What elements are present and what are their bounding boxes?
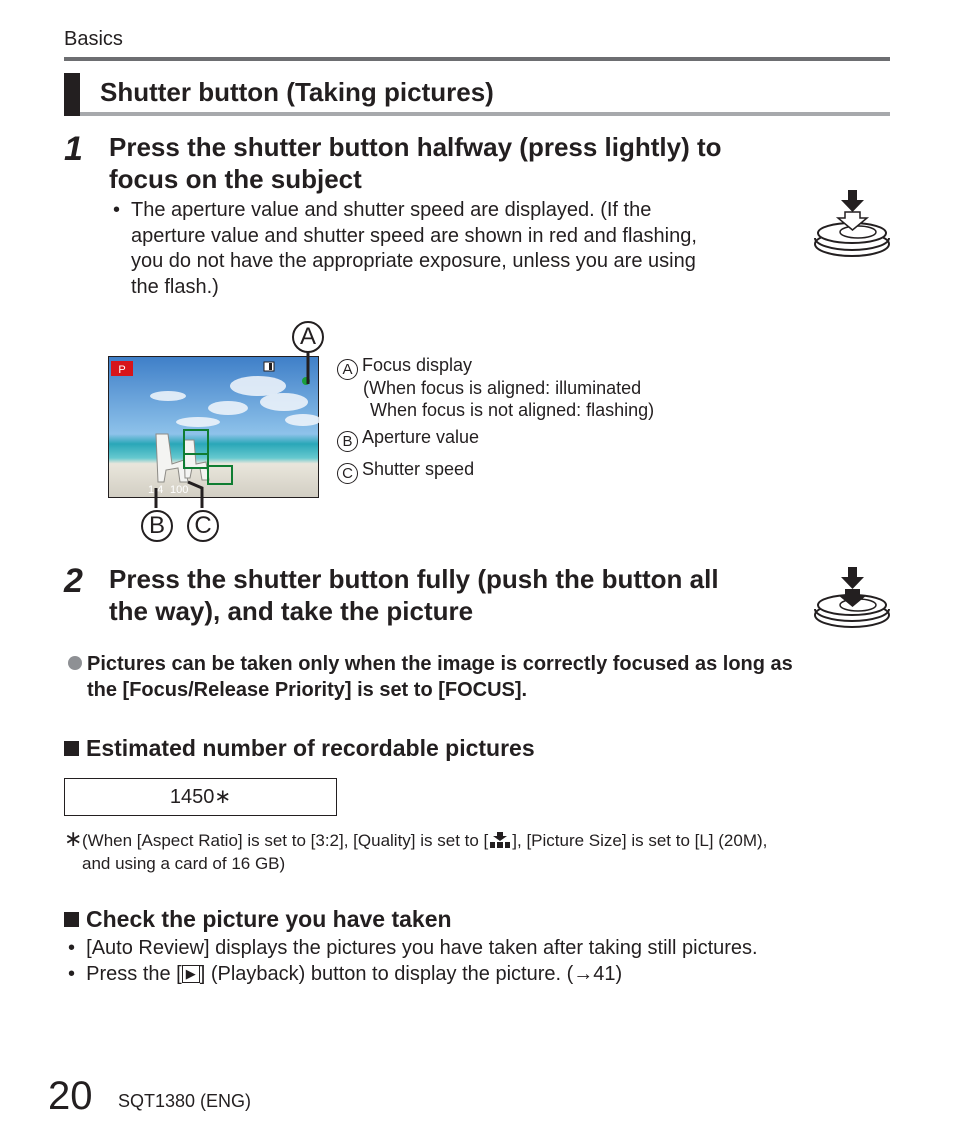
aperture-readout: 1.4	[148, 484, 164, 496]
check-heading: Check the picture you have taken	[64, 906, 452, 933]
page-number: 20	[48, 1074, 93, 1118]
step-1-bullet-text: The aperture value and shutter speed are displayed. (If the aperture value and shutter speed are shown in red and flashing, you do not have the appropriate exposure, unless you are using the flash.)	[131, 199, 697, 298]
mode-text: P	[118, 364, 126, 376]
document-code: SQT1380 (ENG)	[118, 1091, 252, 1111]
check-item-auto-review: • [Auto Review] displays the pictures you have taken after taking still pictures.	[68, 937, 758, 959]
heading-rule	[80, 112, 890, 116]
legend-b-marker: B	[337, 431, 358, 452]
step-1-bullet-mark: •	[113, 199, 121, 221]
focus-priority-note: Pictures can be taken only when the image is correctly focused as long as the [Focus/Release Priority] is set to [FOCUS].	[68, 652, 793, 703]
callout-leaders	[140, 340, 320, 520]
callout-b-marker: B	[141, 510, 173, 542]
section-label: Basics	[64, 28, 123, 50]
shutter-readout: 100	[170, 484, 189, 496]
step-1-number: 1	[64, 130, 83, 168]
square-bullet-icon	[64, 912, 79, 927]
square-bullet-icon	[64, 741, 79, 756]
recordable-count-box: 1450∗	[64, 778, 337, 816]
legend-c-marker: C	[337, 463, 358, 484]
legend-a-marker: A	[337, 359, 358, 380]
legend-focus-sub2: When focus is not aligned: flashing)	[370, 400, 655, 420]
legend-focus-display: A Focus display	[337, 354, 472, 380]
callout-a-marker: A	[292, 321, 324, 353]
footnote-mark: ∗	[64, 826, 83, 851]
shutter-full-press-icon	[812, 565, 894, 631]
page-title: Shutter button (Taking pictures)	[100, 77, 494, 107]
legend-aperture: B Aperture value	[337, 426, 479, 452]
heading-bar	[64, 73, 80, 116]
quality-fine-icon	[488, 830, 512, 850]
shutter-half-press-icon	[812, 188, 894, 260]
legend-shutter: C Shutter speed	[337, 458, 474, 484]
playback-icon: ▶	[182, 965, 200, 983]
top-rule	[64, 57, 890, 61]
estimated-heading: Estimated number of recordable pictures	[64, 735, 535, 762]
note-bullet-icon	[68, 656, 82, 670]
step-1-title: Press the shutter button halfway (press lightly) to focus on the subject	[109, 132, 722, 194]
legend-focus-sub1: (When focus is aligned: illuminated	[363, 378, 642, 398]
check-item-playback: • Press the [ ▶ ] (Playback) button to display the picture. (→41)	[68, 963, 623, 985]
estimated-footnote: (When [Aspect Ratio] is set to [3:2], [Quality] is set to [ ], [Picture Size] is set to [L] (20M), and using a card of 16 GB)	[82, 831, 768, 873]
step-2-title: Press the shutter button fully (push the button all the way), and take the picture	[109, 564, 719, 626]
callout-c-marker: C	[187, 510, 219, 542]
step-2-number: 2	[64, 562, 83, 600]
